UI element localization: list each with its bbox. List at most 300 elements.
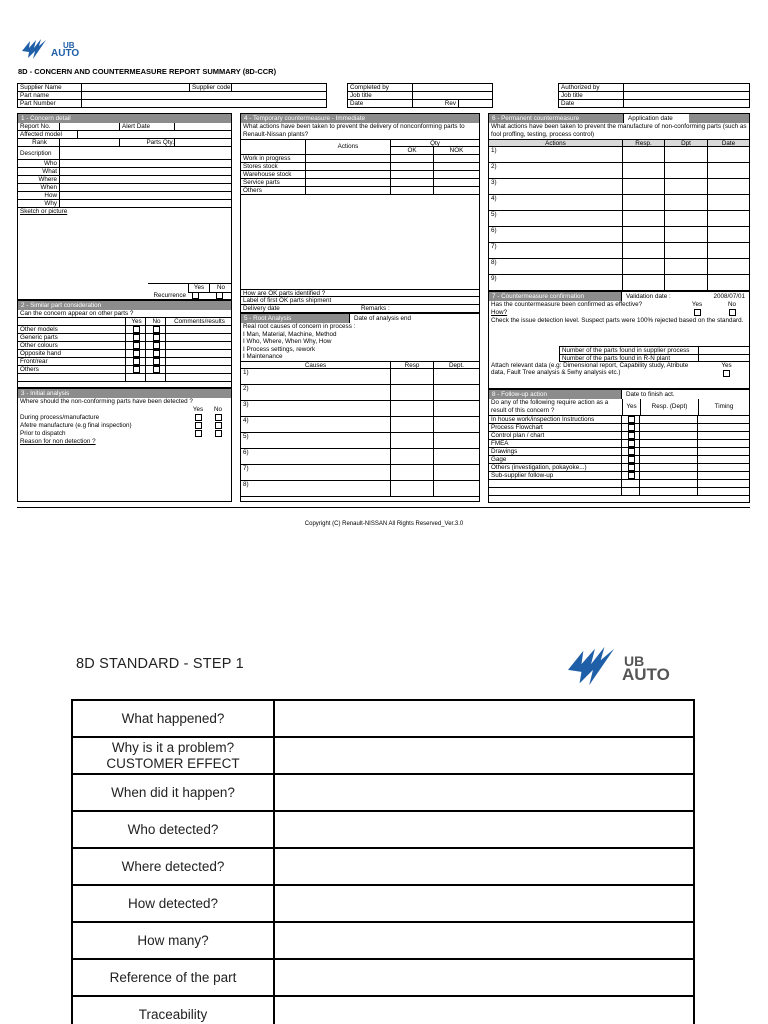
cause-resp-field[interactable] <box>391 401 434 416</box>
similar-yes-checkbox[interactable] <box>133 326 140 333</box>
step1-row <box>72 848 694 885</box>
w-row <box>18 168 231 176</box>
temporary-action-field[interactable] <box>306 179 391 186</box>
permanent-dpt-field[interactable] <box>665 195 708 210</box>
follow-row <box>489 432 749 440</box>
step1-question-line1: Where detected? <box>121 858 225 874</box>
part-number-label: Part Number <box>18 100 82 108</box>
similar-comment-field[interactable] <box>166 326 231 333</box>
similar-comment-field[interactable] <box>166 342 231 349</box>
follow-yes-cell <box>622 464 640 471</box>
blank-cell <box>489 480 622 487</box>
step1-answer-field[interactable] <box>274 700 694 737</box>
similar-blank <box>18 318 126 325</box>
initial-yes-checkbox[interactable] <box>195 422 202 429</box>
initial-no-header: No <box>213 406 223 413</box>
follow-timing-field[interactable] <box>698 424 749 431</box>
temporary-ok-field[interactable] <box>391 163 434 170</box>
follow-item-label: Sub-supplier follow-up <box>489 472 622 479</box>
permanent-resp-field[interactable] <box>623 179 665 194</box>
cause-field[interactable]: 5) <box>241 433 391 448</box>
date2-label: Date <box>559 100 624 108</box>
follow-item-label: Process Flowchart <box>489 424 622 431</box>
similar-yes-checkbox[interactable] <box>133 334 140 341</box>
cause-resp-field[interactable] <box>391 385 434 400</box>
supplier-info-table <box>17 83 327 108</box>
follow-yes-cell <box>622 472 640 479</box>
similar-item-label: Opposite hand <box>18 350 126 357</box>
supplier-code-label: Supplier code <box>190 84 232 92</box>
step1-question <box>72 774 274 811</box>
follow-yes-checkbox[interactable] <box>628 456 635 463</box>
cause-dept-field[interactable] <box>434 417 479 432</box>
permanent-resp-field[interactable] <box>623 275 665 290</box>
step1-bolt-icon <box>562 643 624 693</box>
follow-resp-header: Resp. (Dept) <box>640 399 698 415</box>
follow-yes-checkbox[interactable] <box>628 464 635 471</box>
blank-cell[interactable] <box>166 374 231 381</box>
similar-no-checkbox[interactable] <box>153 358 160 365</box>
cause-dept-field[interactable] <box>434 465 479 480</box>
permanent-resp-field[interactable] <box>623 259 665 274</box>
parts-qty-field[interactable] <box>175 139 231 146</box>
follow-resp-field[interactable] <box>640 432 698 439</box>
w-field[interactable] <box>60 192 231 199</box>
follow-resp-field[interactable] <box>640 472 698 479</box>
initial-yes-header: Yes <box>192 406 204 413</box>
section-3-header: 3 - Initial analysis <box>18 389 231 398</box>
permanent-date-field[interactable] <box>708 227 749 242</box>
step1-question <box>72 922 274 959</box>
sketch-label: Sketch or picture <box>20 208 68 215</box>
date2-field[interactable] <box>624 100 750 108</box>
similar-no-checkbox[interactable] <box>153 342 160 349</box>
similar-no-checkbox[interactable] <box>153 334 160 341</box>
follow-row <box>489 464 749 472</box>
step1-question <box>72 885 274 922</box>
section-follow-up <box>488 389 750 503</box>
w-row <box>18 160 231 168</box>
qty-header: Qty <box>391 140 479 147</box>
temporary-ok-field[interactable] <box>391 187 434 194</box>
step1-row <box>72 774 694 811</box>
blank-cell[interactable] <box>640 480 698 487</box>
description-field[interactable] <box>60 147 231 159</box>
follow-yes-cell <box>622 440 640 447</box>
step1-answer-field[interactable] <box>274 811 694 848</box>
step1-answer-field[interactable] <box>274 922 694 959</box>
similar-yes-checkbox[interactable] <box>133 358 140 365</box>
confirm-yes-checkbox[interactable] <box>694 309 701 316</box>
confirm-no-label: No <box>727 301 737 308</box>
cause-row <box>241 481 479 497</box>
follow-resp-field[interactable] <box>640 440 698 447</box>
report-no-field[interactable] <box>60 123 120 130</box>
cause-field[interactable]: 2) <box>241 385 391 400</box>
w-label: Where <box>18 176 60 183</box>
dept-header: Dept. <box>448 361 465 369</box>
temporary-nok-field[interactable] <box>434 179 479 186</box>
similar-yes-checkbox[interactable] <box>133 350 140 357</box>
similar-no-header: No <box>146 318 166 325</box>
authorized-by-label: Authorized by <box>559 84 624 92</box>
section-5-header: 5 - Root Analysis Date of analysis end <box>241 314 479 323</box>
supplier-name-label: Supplier Name <box>18 84 82 92</box>
follow-yes-checkbox[interactable] <box>628 416 635 423</box>
temporary-nok-field[interactable] <box>434 187 479 194</box>
similar-item-label: Other models <box>18 326 126 333</box>
follow-timing-field[interactable] <box>698 456 749 463</box>
permanent-action-field[interactable]: 1) <box>489 147 623 162</box>
cause-row <box>241 449 479 465</box>
w-field[interactable] <box>60 176 231 183</box>
recurrence-no-checkbox[interactable] <box>216 292 223 299</box>
step1-answer-field[interactable] <box>274 885 694 922</box>
initial-item-label: Prior to dispatch <box>20 430 66 437</box>
follow-resp-field[interactable] <box>640 448 698 455</box>
step1-answer-field[interactable] <box>274 996 694 1024</box>
similar-comment-field[interactable] <box>166 334 231 341</box>
similar-yes-header: Yes <box>126 318 146 325</box>
section-permanent-countermeasure <box>488 113 750 291</box>
permanent-resp-field[interactable] <box>623 227 665 242</box>
step1-logo <box>562 643 670 693</box>
w-label: When <box>18 184 60 191</box>
follow-yes-checkbox[interactable] <box>628 440 635 447</box>
follow-row-blank <box>489 488 749 496</box>
permanent-action-field[interactable]: 6) <box>489 227 623 242</box>
section-8-header: 8 - Follow-up action Date to finish act. <box>489 390 749 399</box>
completed-by-field[interactable] <box>413 84 493 92</box>
reason-non-detection-label: Reason for non detection ? <box>20 438 96 445</box>
cause-dept-field[interactable] <box>434 449 479 464</box>
step1-question <box>72 996 274 1024</box>
supplier-name-field[interactable] <box>82 84 190 92</box>
similar-row <box>18 350 231 358</box>
follow-item-label: Drawings <box>489 448 622 455</box>
permanent-date-field[interactable] <box>708 275 749 290</box>
follow-row-blank <box>489 480 749 488</box>
cause-resp-field[interactable] <box>391 433 434 448</box>
initial-yes-cell <box>188 422 208 430</box>
similar-item-label: Others <box>18 366 126 373</box>
job-title2-label: Job title <box>559 92 624 100</box>
temporary-action-field[interactable] <box>306 171 391 178</box>
similar-no-checkbox[interactable] <box>153 350 160 357</box>
similar-comment-field[interactable] <box>166 366 231 373</box>
similar-no-cell <box>146 342 166 349</box>
recurrence-yes-checkbox[interactable] <box>192 292 199 299</box>
permanent-date-field[interactable] <box>708 259 749 274</box>
permanent-action-field[interactable]: 7) <box>489 243 623 258</box>
permanent-resp-field[interactable] <box>623 211 665 226</box>
similar-row-blank <box>18 374 231 382</box>
similar-yes-checkbox[interactable] <box>133 366 140 373</box>
permanent-row <box>489 227 749 243</box>
job-title-field[interactable] <box>413 92 493 100</box>
form-bottom-rule <box>17 507 750 508</box>
step1-logo-line2: AUTO <box>622 665 670 684</box>
step1-row <box>72 700 694 737</box>
cause-field[interactable]: 7) <box>241 465 391 480</box>
cause-row <box>241 417 479 433</box>
alert-date-label: Alert Date <box>120 123 175 130</box>
blank-cell <box>622 488 640 495</box>
cause-resp-field[interactable] <box>391 417 434 432</box>
affected-model-field[interactable] <box>78 131 231 138</box>
permanent-action-field[interactable]: 2) <box>489 163 623 178</box>
authorized-by-field[interactable] <box>624 84 750 92</box>
follow-yes-checkbox[interactable] <box>628 472 635 479</box>
cause-field[interactable]: 1) <box>241 369 391 384</box>
permanent-date-field[interactable] <box>708 147 749 162</box>
cause-resp-field[interactable] <box>391 449 434 464</box>
similar-no-cell <box>146 350 166 357</box>
follow-timing-field[interactable] <box>698 440 749 447</box>
step1-logo-line1: UB <box>624 653 645 669</box>
step1-question-line1: When did it happen? <box>111 784 235 800</box>
step1-row <box>72 811 694 848</box>
w-field[interactable] <box>60 160 231 167</box>
step1-question <box>72 811 274 848</box>
permanent-dpt-field[interactable] <box>665 243 708 258</box>
follow-item-label: Control plan / chart <box>489 432 622 439</box>
step1-row <box>72 959 694 996</box>
cause-resp-field[interactable] <box>391 369 434 384</box>
w-label: Who <box>18 160 60 167</box>
similar-no-cell <box>146 366 166 373</box>
section-1-header: 1 - Concern detail <box>18 114 231 123</box>
permanent-resp-field[interactable] <box>623 147 665 162</box>
cause-row <box>241 385 479 401</box>
blank-cell[interactable] <box>698 488 749 495</box>
similar-question: Can the concern appear on other parts ? <box>18 310 231 318</box>
permanent-action-field[interactable]: 8) <box>489 259 623 274</box>
follow-yes-checkbox[interactable] <box>628 448 635 455</box>
part-name-field[interactable] <box>82 92 327 100</box>
permanent-dpt-field[interactable] <box>665 211 708 226</box>
confirm-no-checkbox[interactable] <box>729 309 736 316</box>
follow-timing-field[interactable] <box>698 448 749 455</box>
section-similar-parts <box>17 300 232 388</box>
follow-resp-field[interactable] <box>640 456 698 463</box>
permanent-resp-field[interactable] <box>623 163 665 178</box>
permanent-action-field[interactable]: 4) <box>489 195 623 210</box>
temporary-row <box>241 179 479 187</box>
job-title2-field[interactable] <box>624 92 750 100</box>
follow-row <box>489 440 749 448</box>
w-field[interactable] <box>60 200 231 207</box>
similar-row <box>18 358 231 366</box>
step1-answer-field[interactable] <box>274 774 694 811</box>
similar-row <box>18 326 231 334</box>
initial-no-checkbox[interactable] <box>215 422 222 429</box>
similar-yes-cell <box>126 350 146 357</box>
initial-no-checkbox[interactable] <box>215 414 222 421</box>
section-temporary-countermeasure <box>240 113 480 313</box>
section-root-analysis <box>240 313 480 502</box>
follow-yes-checkbox[interactable] <box>628 432 635 439</box>
permanent-resp-field[interactable] <box>623 243 665 258</box>
cause-field[interactable]: 3) <box>241 401 391 416</box>
w-row <box>18 192 231 200</box>
temporary-ok-field[interactable] <box>391 171 434 178</box>
permanent-dpt-field[interactable] <box>665 275 708 290</box>
permanent-row <box>489 275 749 291</box>
follow-yes-checkbox[interactable] <box>628 424 635 431</box>
initial-yes-checkbox[interactable] <box>195 430 202 437</box>
cause-resp-field[interactable] <box>391 481 434 496</box>
cause-resp-field[interactable] <box>391 465 434 480</box>
remarks-label: Remarks : <box>361 305 390 312</box>
step1-answer-field[interactable] <box>274 848 694 885</box>
initial-row <box>18 422 231 430</box>
supplier-code-field[interactable] <box>232 84 327 92</box>
root-text-line: I Process settings, rework <box>243 345 316 353</box>
permanent-date-field[interactable] <box>708 163 749 178</box>
follow-item-label: FMEA <box>489 440 622 447</box>
follow-row <box>489 424 749 432</box>
temporary-action-field[interactable] <box>306 187 391 194</box>
follow-timing-field[interactable] <box>698 432 749 439</box>
follow-timing-field[interactable] <box>698 464 749 471</box>
temporary-row <box>241 187 479 195</box>
root-text-line: I Who, Where, When Why, How <box>243 338 332 345</box>
permanent-date-field[interactable] <box>708 211 749 226</box>
w-row <box>18 176 231 184</box>
w-label: How <box>18 192 60 199</box>
validation-label: Validation date : <box>626 293 671 300</box>
rank-field[interactable] <box>60 139 120 146</box>
similar-row <box>18 342 231 350</box>
temporary-nok-field[interactable] <box>434 155 479 162</box>
similar-yes-cell <box>126 342 146 349</box>
similar-comment-field[interactable] <box>166 358 231 365</box>
temporary-item-label: Work in progress <box>241 155 306 162</box>
cause-row <box>241 465 479 481</box>
brand-line2: AUTO <box>51 48 80 59</box>
permanent-resp-field[interactable] <box>623 195 665 210</box>
similar-comments-header: Comments/results <box>174 318 225 325</box>
recurrence-yes-label: Yes <box>188 284 210 292</box>
w-row <box>18 184 231 192</box>
similar-yes-checkbox[interactable] <box>133 342 140 349</box>
blank-cell <box>126 374 146 381</box>
attach-yes-checkbox[interactable] <box>723 370 730 377</box>
follow-timing-field[interactable] <box>698 416 749 423</box>
step1-question-line1: Reference of the part <box>109 969 237 985</box>
cause-field[interactable]: 4) <box>241 417 391 432</box>
initial-yes-cell <box>188 430 208 438</box>
w-field[interactable] <box>60 184 231 191</box>
cause-dept-field[interactable] <box>434 369 479 384</box>
permanent-action-field[interactable]: 5) <box>489 211 623 226</box>
follow-resp-field[interactable] <box>640 464 698 471</box>
cause-dept-field[interactable] <box>434 481 479 496</box>
temporary-ok-field[interactable] <box>391 155 434 162</box>
step1-row <box>72 885 694 922</box>
permanent-date-field[interactable] <box>708 195 749 210</box>
part-number-field[interactable] <box>82 100 327 108</box>
root-text-line: I Man, Material, Machine, Method <box>243 330 337 338</box>
found-supplier-field[interactable] <box>699 347 749 354</box>
perm-actions-header: Actions <box>489 140 623 146</box>
permanent-action-field[interactable]: 3) <box>489 179 623 194</box>
initial-no-cell <box>208 430 228 438</box>
causes-header: Causes <box>241 362 391 368</box>
follow-resp-field[interactable] <box>640 416 698 423</box>
permanent-action-field[interactable]: 9) <box>489 275 623 290</box>
actions-header: Actions <box>306 140 391 154</box>
cause-field[interactable]: 6) <box>241 449 391 464</box>
step1-question-line1: How many? <box>137 932 209 948</box>
permanent-dpt-field[interactable] <box>665 147 708 162</box>
permanent-date-field[interactable] <box>708 243 749 258</box>
completed-by-label: Completed by <box>348 84 413 92</box>
blank-cell[interactable] <box>698 480 749 487</box>
temporary-nok-field[interactable] <box>434 171 479 178</box>
follow-resp-field[interactable] <box>640 424 698 431</box>
temporary-nok-field[interactable] <box>434 163 479 170</box>
rev-field[interactable] <box>459 100 493 108</box>
cause-field[interactable]: 8) <box>241 481 391 496</box>
permanent-row <box>489 259 749 275</box>
permanent-dpt-field[interactable] <box>665 163 708 178</box>
step1-question-line1: What happened? <box>121 710 225 726</box>
similar-row <box>18 366 231 374</box>
step1-answer-field[interactable] <box>274 737 694 774</box>
step1-question <box>72 848 274 885</box>
follow-yes-cell <box>622 416 640 423</box>
how-ok-label: How are OK parts identified ? <box>241 289 479 297</box>
similar-yes-cell <box>126 334 146 341</box>
step1-question-line1: How detected? <box>127 895 219 911</box>
cause-dept-field[interactable] <box>434 433 479 448</box>
step1-question-line1: Who detected? <box>127 821 219 837</box>
found-rn-field[interactable] <box>699 355 749 361</box>
permanent-date-field[interactable] <box>708 179 749 194</box>
initial-no-cell <box>208 414 228 422</box>
initial-item-label: Afetre manufacture (e.g final inspection) <box>20 422 132 429</box>
w-field[interactable] <box>60 168 231 175</box>
permanent-dpt-field[interactable] <box>665 259 708 274</box>
temporary-action-field[interactable] <box>306 155 391 162</box>
follow-timing-field[interactable] <box>698 472 749 479</box>
initial-no-checkbox[interactable] <box>215 430 222 437</box>
step1-answer-field[interactable] <box>274 959 694 996</box>
similar-no-checkbox[interactable] <box>153 326 160 333</box>
blank-cell[interactable] <box>640 488 698 495</box>
cause-dept-field[interactable] <box>434 385 479 400</box>
authorized-table <box>558 83 750 108</box>
permanent-dpt-field[interactable] <box>665 227 708 242</box>
step1-question <box>72 700 274 737</box>
blank-cell <box>489 488 622 495</box>
attach-text: Attach relevant data (e.g: Dimensional report, Capability study, Atribute data, Fault Tree analysis & 5why analysis etc.) <box>491 362 689 376</box>
analysis-end-label: Date of analysis end <box>349 314 479 323</box>
alert-date-field[interactable] <box>175 123 231 130</box>
initial-question: Where should the non-conforming parts have been detected ? <box>20 398 193 405</box>
temporary-ok-field[interactable] <box>391 179 434 186</box>
application-date-label: Application date <box>623 114 689 123</box>
similar-no-checkbox[interactable] <box>153 366 160 373</box>
follow-yes-header: Yes <box>622 399 640 415</box>
similar-comment-field[interactable] <box>166 350 231 357</box>
temporary-action-field[interactable] <box>306 163 391 170</box>
cause-dept-field[interactable] <box>434 401 479 416</box>
initial-yes-checkbox[interactable] <box>195 414 202 421</box>
permanent-dpt-field[interactable] <box>665 179 708 194</box>
